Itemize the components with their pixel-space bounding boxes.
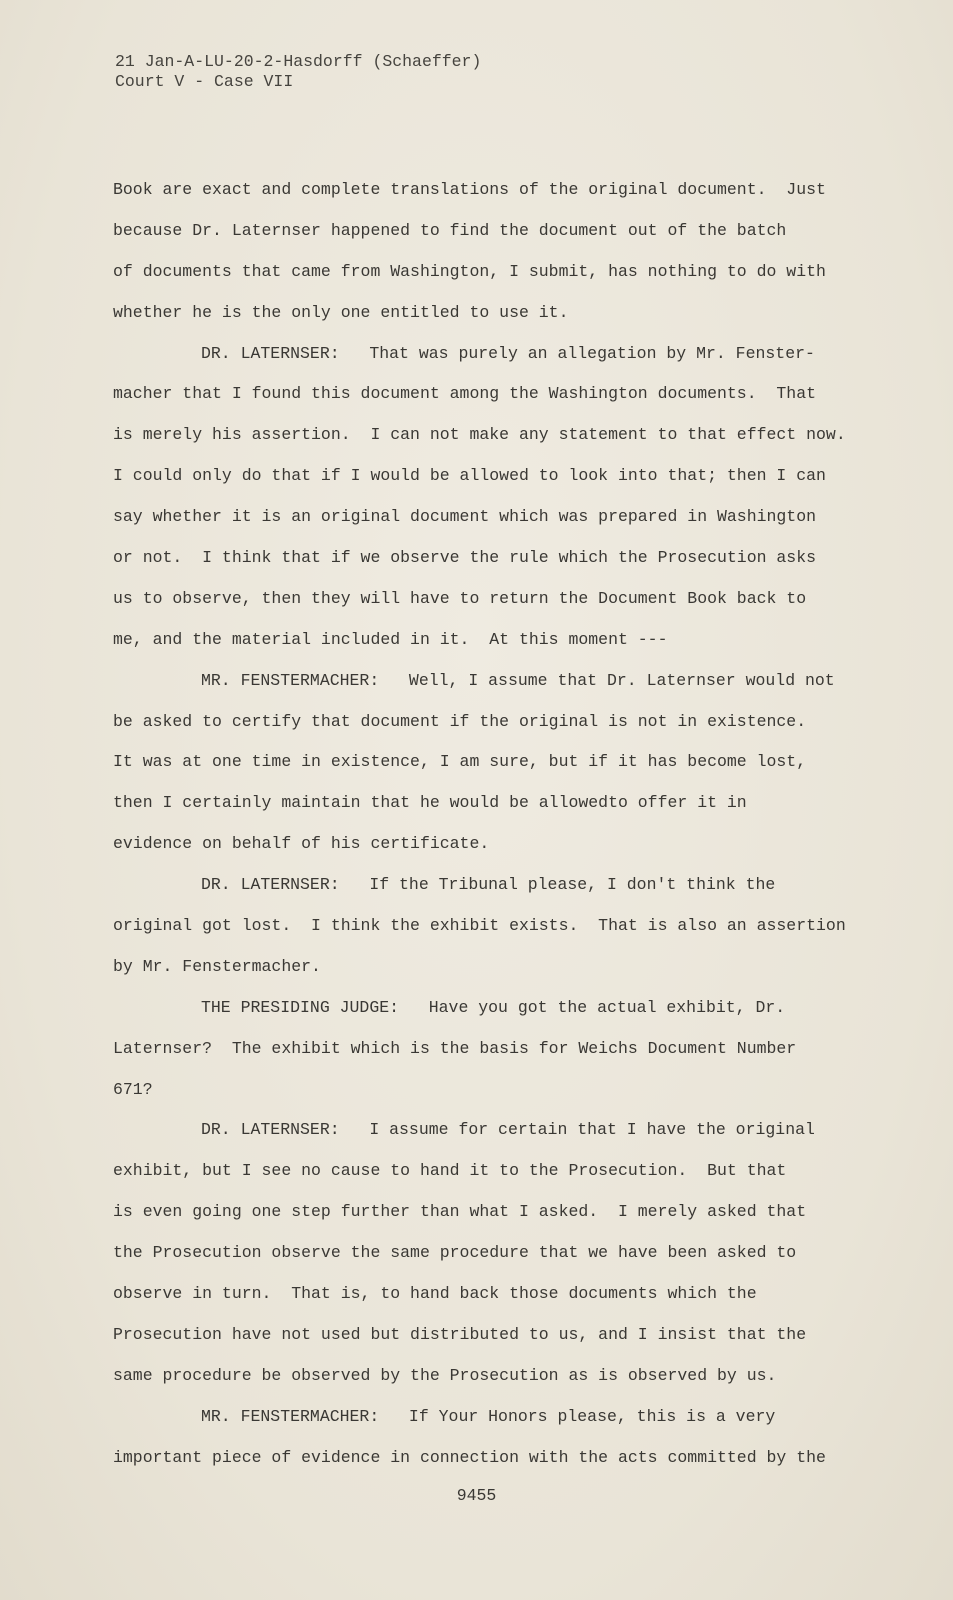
- transcript-line: exhibit, but I see no cause to hand it to the Prosecution. But that: [113, 1161, 787, 1181]
- transcript-line: the Prosecution observe the same procedure that we have been asked to: [113, 1243, 797, 1263]
- transcript-line: It was at one time in existence, I am sure, but if it has become lost,: [113, 752, 807, 772]
- transcript-line: same procedure be observed by the Prosecution as is observed by us.: [113, 1365, 777, 1385]
- transcript-line: say whether it is an original document which was prepared in Washington: [113, 507, 817, 527]
- transcript-line: Laternser? The exhibit which is the basis for Weichs Document Number: [113, 1038, 797, 1058]
- transcript-line: observe in turn. That is, to hand back those documents which the: [113, 1284, 757, 1304]
- transcript-line: evidence on behalf of his certificate.: [113, 834, 490, 854]
- transcript-line: I could only do that if I would be allowed to look into that; then I can: [113, 466, 826, 486]
- transcript-line: or not. I think that if we observe the rule which the Prosecution asks: [113, 548, 817, 568]
- header-line-2: Court V - Case VII: [115, 72, 294, 91]
- transcript-line: then I certainly maintain that he would be allowedto offer it in: [113, 793, 747, 813]
- transcript-line: is merely his assertion. I can not make any statement to that effect now.: [113, 425, 846, 445]
- transcript-line: DR. LATERNSER: I assume for certain that I have the original: [201, 1120, 815, 1140]
- transcript-line: important piece of evidence in connection with the acts committed by the: [113, 1447, 826, 1467]
- transcript-line: original got lost. I think the exhibit exists. That is also an assertion: [113, 916, 846, 936]
- transcript-line: be asked to certify that document if the original is not in existence.: [113, 711, 807, 731]
- transcript-line: Prosecution have not used but distributed to us, and I insist that the: [113, 1324, 807, 1344]
- transcript-line: us to observe, then they will have to return the Document Book back to: [113, 588, 807, 608]
- transcript-line: whether he is the only one entitled to use it.: [113, 302, 569, 322]
- page-number: 9455: [456, 1486, 497, 1505]
- transcript-line: THE PRESIDING JUDGE: Have you got the actual exhibit, Dr.: [201, 997, 786, 1017]
- transcript-line: macher that I found this document among the Washington documents. That: [113, 384, 817, 404]
- transcript-line: Book are exact and complete translations of the original document. Just: [113, 180, 826, 199]
- transcript-line: is even going one step further than what I asked. I merely asked that: [113, 1202, 807, 1222]
- transcript-line: because Dr. Laternser happened to find the document out of the batch: [113, 220, 787, 240]
- transcript-line: 671?: [113, 1079, 153, 1099]
- transcript-line: DR. LATERNSER: If the Tribunal please, I don't think the: [201, 875, 776, 895]
- transcript-line: of documents that came from Washington, I submit, has nothing to do with: [113, 261, 826, 281]
- transcript-body: [113, 170, 893, 1479]
- transcript-line: by Mr. Fenstermacher.: [113, 956, 321, 976]
- transcript-line: DR. LATERNSER: That was purely an allegation by Mr. Fenster-: [201, 343, 815, 363]
- document-header: [115, 52, 481, 92]
- transcript-line: me, and the material included in it. At this moment ---: [113, 629, 668, 649]
- header-line-1: 21 Jan-A-LU-20-2-Hasdorff (Schaeffer): [115, 52, 482, 71]
- transcript-line: MR. FENSTERMACHER: If Your Honors please, this is a very: [201, 1406, 776, 1426]
- transcript-line: MR. FENSTERMACHER: Well, I assume that Dr. Laternser would not: [201, 670, 835, 690]
